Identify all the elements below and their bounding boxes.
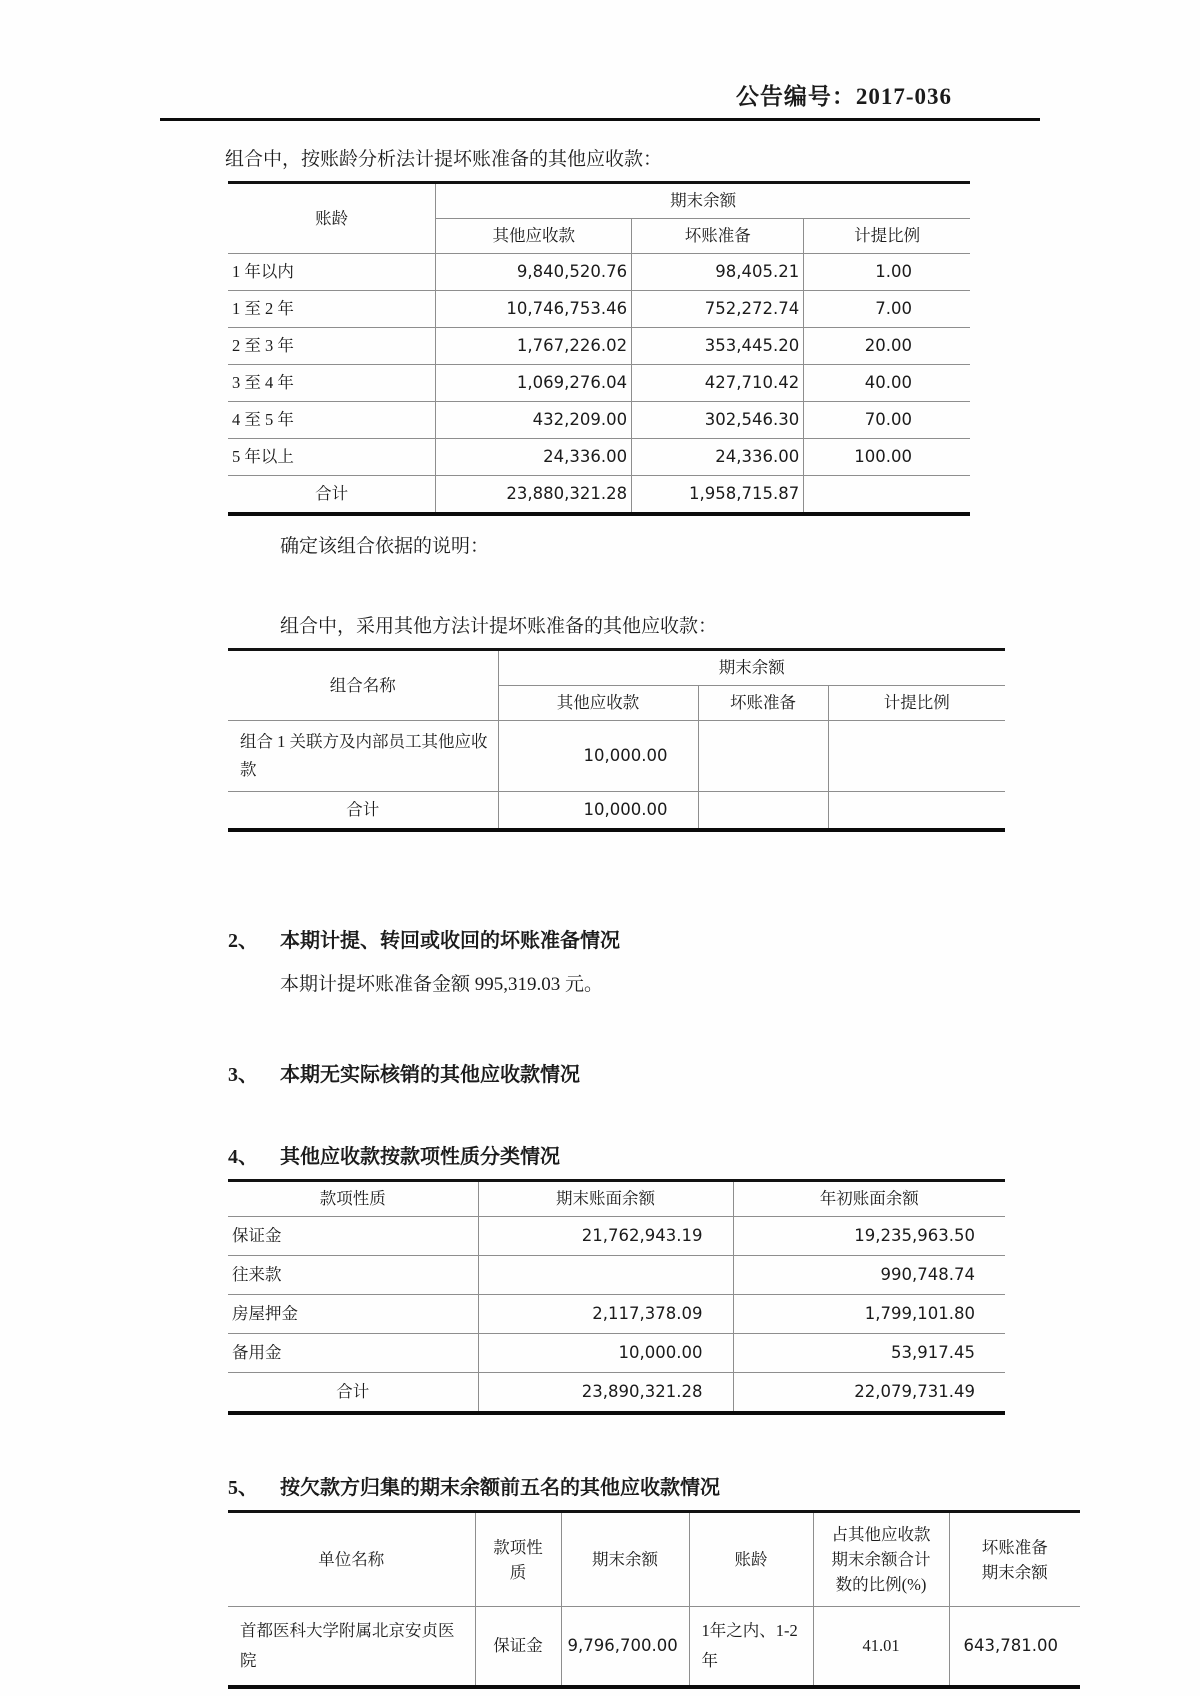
total-row — [228, 792, 1005, 831]
cell-ratio: 100.00 — [804, 439, 970, 476]
section-4 — [228, 1144, 1200, 1415]
cell-ratio: 40.00 — [804, 365, 970, 402]
cell-portfolio-name: 组合 1 关联方及内部员工其他应收款 — [228, 721, 498, 792]
cell-total-label: 合计 — [228, 476, 436, 515]
column-header-other-receivables: 其他应收款 — [436, 219, 632, 254]
section-5 — [228, 1475, 1200, 1689]
cell-receivable: 24,336.00 — [436, 439, 632, 476]
section-title: 按欠款方归集的期末余额前五名的其他应收款情况 — [280, 1477, 720, 1499]
column-header-bad-debt-provision: 坏账准备 — [632, 219, 804, 254]
cell-nature: 备用金 — [228, 1334, 478, 1373]
cell-receivable: 10,746,753.46 — [436, 291, 632, 328]
cell-age: 1 至 2 年 — [228, 291, 436, 328]
table-row — [228, 365, 970, 402]
cell-ratio: 1.00 — [804, 254, 970, 291]
cell-bad-debt: 353,445.20 — [632, 328, 804, 365]
cell-ratio: 7.00 — [804, 291, 970, 328]
cell-receivable: 10,000.00 — [498, 721, 698, 792]
cell-amount: 9,796,700.00 — [561, 1607, 689, 1688]
column-header-bad-debt-provision: 坏账准备 — [698, 686, 828, 721]
total-row — [228, 1373, 1005, 1414]
cell-receivable: 9,840,520.76 — [436, 254, 632, 291]
cell-beginning-total: 22,079,731.49 — [733, 1373, 1005, 1414]
top-five-debtors-table — [228, 1510, 1080, 1689]
section-title: 本期计提、转回或收回的坏账准备情况 — [280, 930, 620, 952]
cell-age: 4 至 5 年 — [228, 402, 436, 439]
other-method-table — [228, 648, 1005, 832]
section-4-heading — [228, 1144, 1200, 1170]
section-2-body: 本期计提坏账准备金额 995,319.03 元。 — [280, 974, 604, 995]
table-row — [228, 1217, 1005, 1256]
column-header-ending-balance-group: 期末余额 — [498, 650, 1005, 686]
aging-method-intro: 组合中，按账龄分析法计提坏账准备的其他应收款： — [225, 149, 663, 170]
basis-note: 确定该组合依据的说明： — [280, 536, 490, 557]
cell-ratio-total — [828, 792, 1005, 831]
cell-nature: 保证金 — [228, 1217, 478, 1256]
header-row — [228, 650, 1005, 686]
cell-total-label: 合计 — [228, 1373, 478, 1414]
section-number: 2、 — [228, 930, 258, 952]
column-header-beginning-book-balance: 年初账面余额 — [733, 1181, 1005, 1217]
column-header-provision-ratio: 计提比例 — [804, 219, 970, 254]
cell-bad-debt: 24,336.00 — [632, 439, 804, 476]
table-row — [228, 254, 970, 291]
cell-ending: 21,762,943.19 — [478, 1217, 733, 1256]
cell-bad-debt: 752,272.74 — [632, 291, 804, 328]
column-header-portfolio-name: 组合名称 — [228, 650, 498, 721]
cell-bad-debt: 643,781.00 — [949, 1607, 1080, 1688]
header-row — [228, 1512, 1080, 1607]
column-header-percentage-of-total: 占其他应收款期末余额合计数的比例(%) — [813, 1512, 949, 1607]
column-header-nature: 款项性质 — [228, 1181, 478, 1217]
table-row — [228, 1295, 1005, 1334]
cell-age: 3 至 4 年 — [228, 365, 436, 402]
cell-age: 2 至 3 年 — [228, 328, 436, 365]
column-header-ending-balance: 期末余额 — [561, 1512, 689, 1607]
section-number: 3、 — [228, 1064, 258, 1086]
aging-analysis-table — [228, 181, 970, 516]
cell-ratio: 41.01 — [813, 1607, 949, 1688]
section-title: 其他应收款按款项性质分类情况 — [280, 1146, 560, 1168]
column-header-other-receivables: 其他应收款 — [498, 686, 698, 721]
cell-bad-debt: 98,405.21 — [632, 254, 804, 291]
section-3-heading — [228, 1062, 1200, 1088]
cell-nature: 往来款 — [228, 1256, 478, 1295]
cell-beginning: 990,748.74 — [733, 1256, 1005, 1295]
other-method-intro: 组合中，采用其他方法计提坏账准备的其他应收款： — [280, 616, 718, 637]
column-header-age: 账龄 — [689, 1512, 813, 1607]
nature-classification-table — [228, 1179, 1005, 1415]
cell-age: 1 年以内 — [228, 254, 436, 291]
cell-ratio — [828, 721, 1005, 792]
section-2 — [228, 928, 1200, 998]
table-row — [228, 1607, 1080, 1688]
table-row — [228, 439, 970, 476]
table-row — [228, 328, 970, 365]
page-header — [160, 0, 1040, 121]
column-header-ending-book-balance: 期末账面余额 — [478, 1181, 733, 1217]
table-row — [228, 402, 970, 439]
cell-receivable-total: 23,880,321.28 — [436, 476, 632, 515]
header-rule — [160, 118, 1040, 121]
cell-receivable: 432,209.00 — [436, 402, 632, 439]
cell-ratio-total — [804, 476, 970, 515]
cell-beginning: 1,799,101.80 — [733, 1295, 1005, 1334]
cell-ending-total: 23,890,321.28 — [478, 1373, 733, 1414]
column-header-unit-name: 单位名称 — [228, 1512, 475, 1607]
cell-ending — [478, 1256, 733, 1295]
cell-bad-debt-total: 1,958,715.87 — [632, 476, 804, 515]
total-row — [228, 476, 970, 515]
cell-age: 1年之内、1-2年 — [689, 1607, 813, 1688]
column-header-provision-ratio: 计提比例 — [828, 686, 1005, 721]
cell-ending: 2,117,378.09 — [478, 1295, 733, 1334]
cell-age: 5 年以上 — [228, 439, 436, 476]
cell-beginning: 53,917.45 — [733, 1334, 1005, 1373]
cell-receivable-total: 10,000.00 — [498, 792, 698, 831]
page-content — [225, 147, 1200, 1689]
cell-bad-debt — [698, 721, 828, 792]
cell-receivable: 1,069,276.04 — [436, 365, 632, 402]
cell-ratio: 70.00 — [804, 402, 970, 439]
cell-bad-debt-total — [698, 792, 828, 831]
cell-bad-debt: 302,546.30 — [632, 402, 804, 439]
cell-receivable: 1,767,226.02 — [436, 328, 632, 365]
table-row — [228, 291, 970, 328]
column-header-nature: 款项性质 — [475, 1512, 561, 1607]
section-2-heading — [228, 928, 1200, 954]
header-row — [228, 1181, 1005, 1217]
header-row — [228, 183, 970, 219]
cell-nature: 房屋押金 — [228, 1295, 478, 1334]
announcement-number: 公告编号：2017-036 — [735, 84, 952, 109]
section-5-heading — [228, 1475, 1200, 1501]
cell-nature: 保证金 — [475, 1607, 561, 1688]
table-row — [228, 1256, 1005, 1295]
column-header-ending-balance-group: 期末余额 — [436, 183, 970, 219]
cell-total-label: 合计 — [228, 792, 498, 831]
table-row — [228, 1334, 1005, 1373]
section-3 — [228, 1062, 1200, 1088]
cell-ending: 10,000.00 — [478, 1334, 733, 1373]
section-title: 本期无实际核销的其他应收款情况 — [280, 1064, 580, 1086]
cell-unit-name: 首都医科大学附属北京安贞医院 — [228, 1607, 475, 1688]
cell-ratio: 20.00 — [804, 328, 970, 365]
cell-bad-debt: 427,710.42 — [632, 365, 804, 402]
table-row — [228, 721, 1005, 792]
column-header-bad-debt-ending-balance: 坏账准备期末余额 — [949, 1512, 1080, 1607]
section-number: 5、 — [228, 1477, 258, 1499]
cell-beginning: 19,235,963.50 — [733, 1217, 1005, 1256]
section-number: 4、 — [228, 1146, 258, 1168]
column-header-age: 账龄 — [228, 183, 436, 254]
